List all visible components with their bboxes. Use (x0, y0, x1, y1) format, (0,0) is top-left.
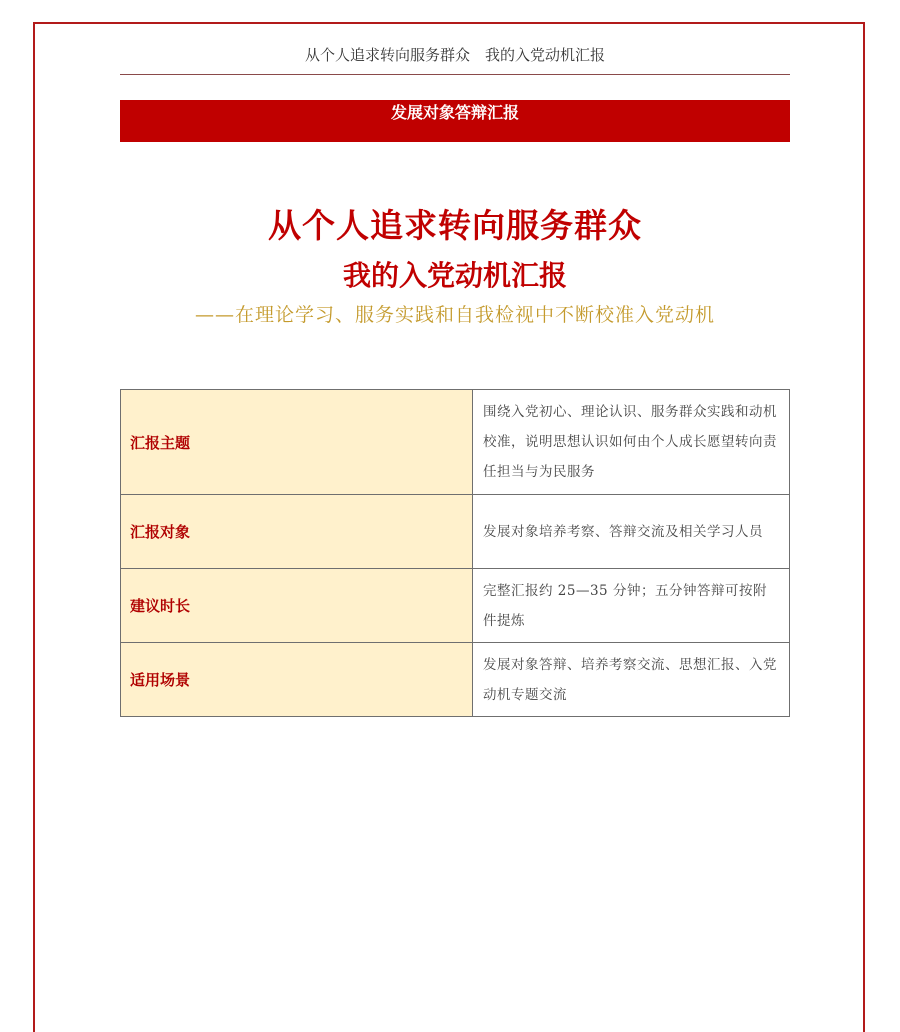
running-header: 从个人追求转向服务群众 我的入党动机汇报 (304, 46, 605, 64)
row-label: 汇报对象 (121, 495, 473, 569)
document-tagline: ——在理论学习、服务实践和自我检视中不断校准入党动机 (194, 304, 715, 326)
table-row (121, 569, 790, 643)
table-row (121, 495, 790, 569)
info-table (120, 389, 790, 717)
header-divider (120, 74, 790, 75)
row-value: 发展对象答辩、培养考察交流、思想汇报、入党动机专题交流 (473, 643, 790, 717)
row-value: 完整汇报约 25—35 分钟；五分钟答辩可按附件提炼 (473, 569, 790, 643)
document-title: 从个人追求转向服务群众 (268, 206, 642, 245)
row-label: 汇报主题 (121, 390, 473, 495)
section-banner: 发展对象答辩汇报 (120, 100, 790, 142)
row-value: 围绕入党初心、理论认识、服务群众实践和动机校准，说明思想认识如何由个人成长愿望转向责任担当与为民服务 (473, 390, 790, 495)
row-label: 建议时长 (121, 569, 473, 643)
table-row (121, 390, 790, 495)
table-row (121, 643, 790, 717)
document-subtitle: 我的入党动机汇报 (342, 259, 567, 292)
row-value: 发展对象培养考察、答辩交流及相关学习人员 (473, 495, 790, 569)
row-label: 适用场景 (121, 643, 473, 717)
